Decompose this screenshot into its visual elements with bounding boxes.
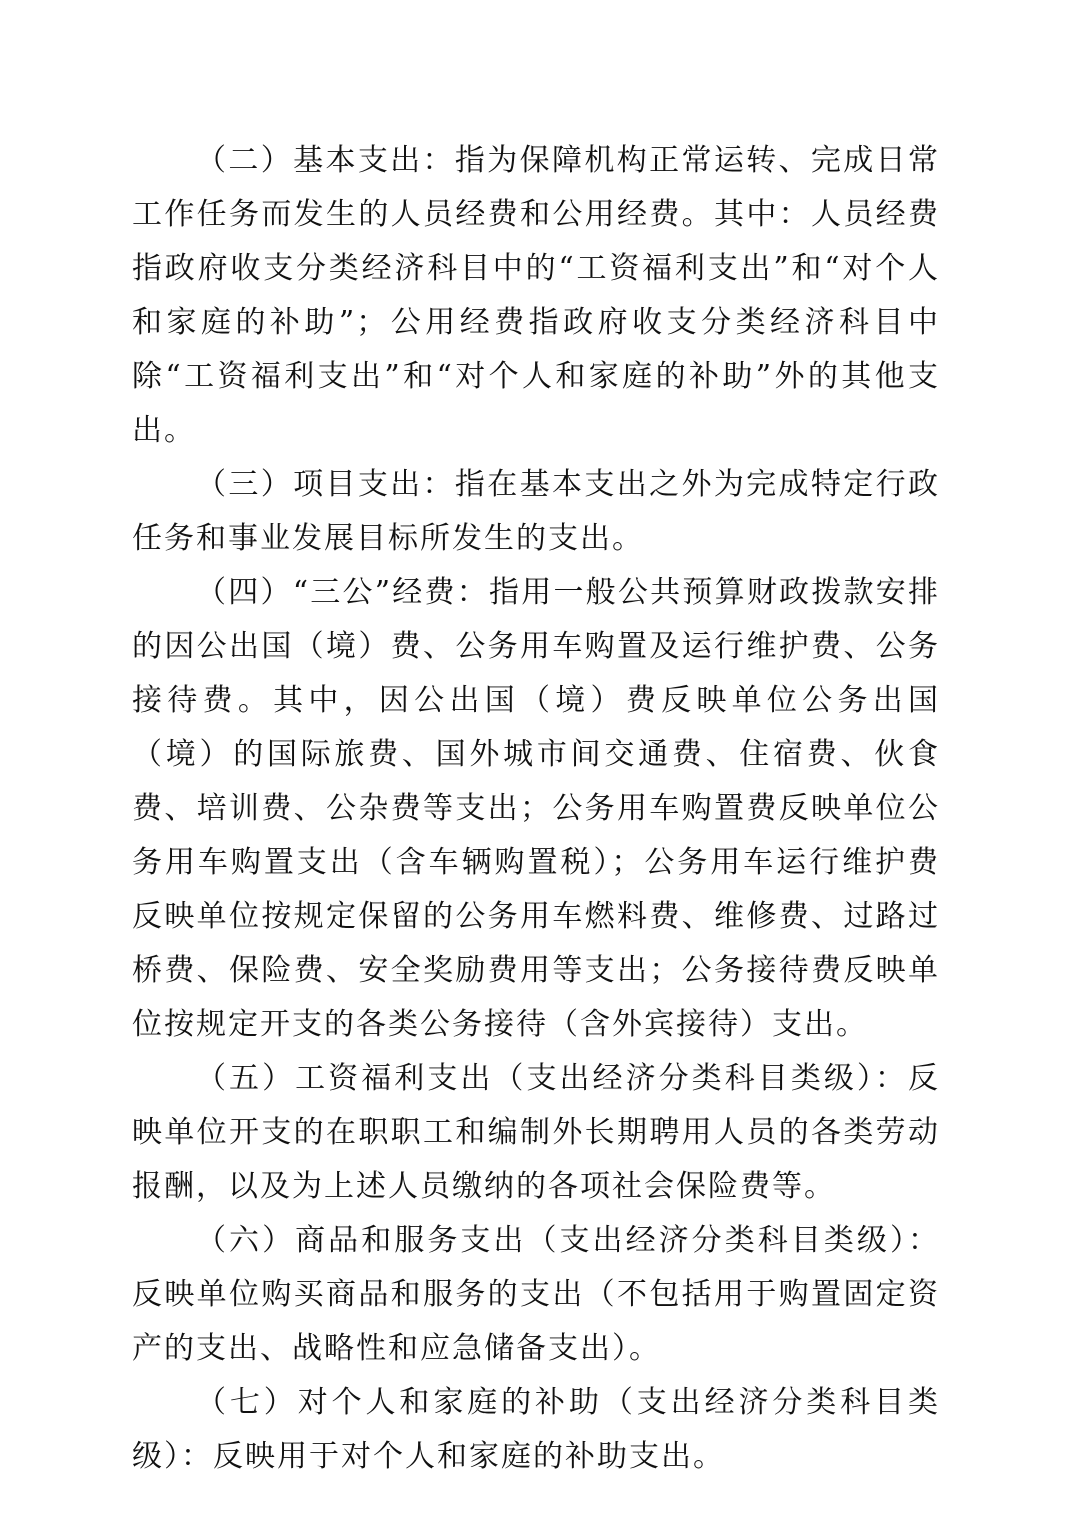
document-body xyxy=(132,134,940,1484)
paragraph-household-subsidy: （七）对个人和家庭的补助（支出经济分类科目类级）：反映用于对个人和家庭的补助支出。 xyxy=(132,1385,940,1474)
paragraph-goods-services: （六）商品和服务支出（支出经济分类科目类级）：反映单位购买商品和服务的支出（不包括用于购置固定资产的支出、战略性和应急储备支出）。 xyxy=(132,1223,940,1366)
paragraph-project-expenditure: （三）项目支出：指在基本支出之外为完成特定行政任务和事业发展目标所发生的支出。 xyxy=(132,467,940,556)
paragraph-wage-welfare: （五）工资福利支出（支出经济分类科目类级）：反映单位开支的在职职工和编制外长期聘用人员的各类劳动报酬，以及为上述人员缴纳的各项社会保险费等。 xyxy=(132,1061,940,1204)
paragraph-basic-expenditure: （二）基本支出：指为保障机构正常运转、完成日常工作任务而发生的人员经费和公用经费。其中：人员经费指政府收支分类经济科目中的“工资福利支出”和“对个人和家庭的补助”；公用经费指政府收支分类经济科目中除“工资福利支出”和“对个人和家庭的补助”外的其他支出。 xyxy=(132,143,940,448)
paragraph-three-public-funds: （四）“三公”经费：指用一般公共预算财政拨款安排的因公出国（境）费、公务用车购置及运行维护费、公务接待费。其中，因公出国（境）费反映单位公务出国（境）的国际旅费、国外城市间交通费、住宿费、伙食费、培训费、公杂费等支出；公务用车购置费反映单位公务用车购置支出（含车辆购置税）；公务用车运行维护费反映单位按规定保留的公务用车燃料费、维修费、过路过桥费、保险费、安全奖励费用等支出；公务接待费反映单位按规定开支的各类公务接待（含外宾接待）支出。 xyxy=(132,575,940,1042)
